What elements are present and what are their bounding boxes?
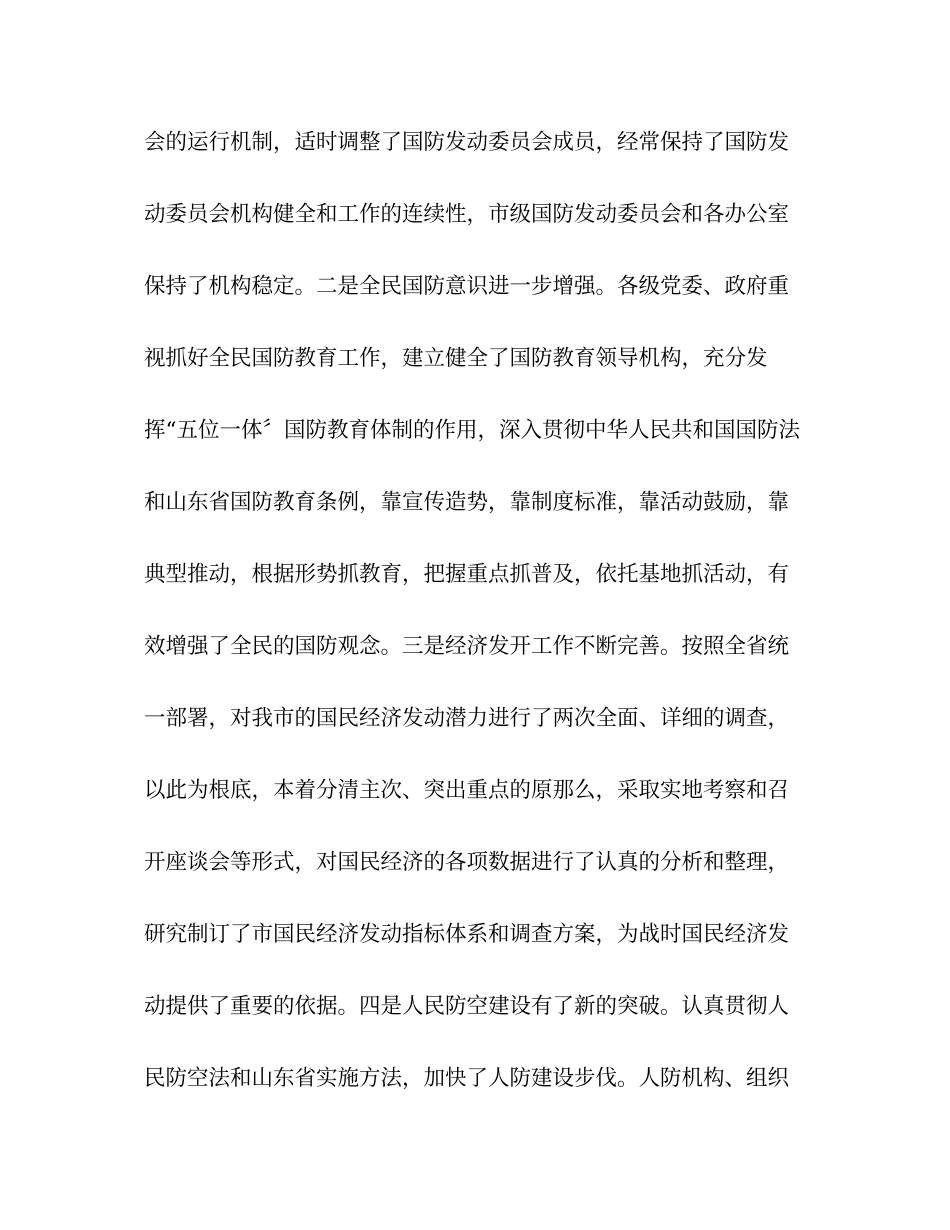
text-line-12: 研究制订了市国民经济发动指标体系和调查方案，为战时国民经济发 <box>144 922 790 947</box>
text-line-8: 效增强了全民的国防观念。三是经济发开工作不断完善。按照全省统 <box>144 634 790 659</box>
text-line-13: 动提供了重要的依据。四是人民防空建设有了新的突破。认真贯彻人 <box>144 994 790 1019</box>
text-line-7: 典型推动，根据形势抓教育，把握重点抓普及，依托基地抓活动，有 <box>144 562 790 587</box>
text-line-2: 动委员会机构健全和工作的连续性，市级国防发动委员会和各办公室 <box>144 202 790 227</box>
text-line-11: 开座谈会等形式，对国民经济的各项数据进行了认真的分析和整理， <box>144 850 790 875</box>
text-line-4: 视抓好全民国防教育工作，建立健全了国防教育领导机构，充分发 <box>144 346 768 371</box>
text-line-14: 民防空法和山东省实施方法，加快了人防建设步伐。人防机构、组织 <box>144 1066 790 1091</box>
text-line-10: 以此为根底，本着分清主次、突出重点的原那么，采取实地考察和召 <box>144 778 790 803</box>
text-line-6: 和山东省国防教育条例，靠宣传造势，靠制度标准，靠活动鼓励，靠 <box>144 490 790 515</box>
text-line-9: 一部署，对我市的国民经济发动潜力进行了两次全面、详细的调查， <box>144 706 790 731</box>
text-line-5: 挥“五位一体〞国防教育体制的作用，深入贯彻中华人民共和国国防法 <box>144 418 800 443</box>
text-line-1: 会的运行机制，适时调整了国防发动委员会成员，经常保持了国防发 <box>144 130 790 155</box>
text-line-3: 保持了机构稳定。二是全民国防意识进一步增强。各级党委、政府重 <box>144 274 790 299</box>
body-text <box>144 118 824 1126</box>
